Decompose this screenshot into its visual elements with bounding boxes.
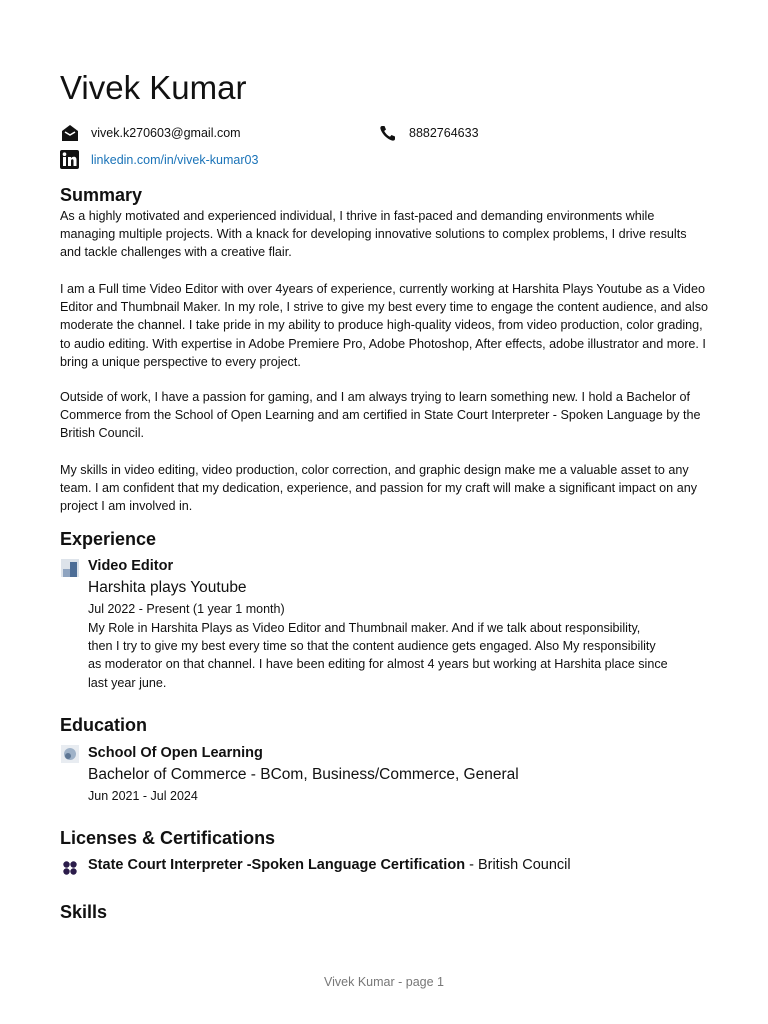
education-dates: Jun 2021 - Jul 2024 <box>88 789 198 803</box>
summary-paragraph-2: I am a Full time Video Editor with over 4years of experience, currently working at Harshita Plays Youtube as a Video Editor and Thumbnail Maker. In my role, I strive to give my best every time to engage the content audience, and also moderate the channel. I take pride in my ability to produce high-quality videos, from video production, color grading, to audio editing. With expertise in Adobe Premiere Pro, Adobe Photoshop, After effects, adobe illustrator and more. I bring a unique perspective to every project. <box>60 282 708 369</box>
envelope-open-icon <box>60 123 79 142</box>
school-name: School Of Open Learning <box>88 745 263 761</box>
linkedin-link[interactable]: linkedin.com/in/vivek-kumar03 <box>91 152 259 167</box>
candidate-name: Vivek Kumar <box>60 69 247 106</box>
certifications-heading: Licenses & Certifications <box>60 828 276 848</box>
job-title: Video Editor <box>88 558 174 574</box>
school-logo-icon <box>61 745 79 763</box>
email-contact <box>60 123 241 142</box>
job-company: Harshita plays Youtube <box>88 579 247 596</box>
job-description: My Role in Harshita Plays as Video Editor and Thumbnail maker. And if we talk about responsibility, then I try to give my best every time so that the content audience gets engaged. Also My responsibility as moderator on that channel. I have been editing for almost 4 years but working at Harshita place since last year june. <box>88 621 668 690</box>
education-heading: Education <box>60 715 148 735</box>
certification-issuer: - British Council <box>465 857 571 873</box>
email-text: vivek.k270603@gmail.com <box>91 125 241 140</box>
job-dates: Jul 2022 - Present (1 year 1 month) <box>88 602 285 616</box>
phone-text: 8882764633 <box>409 125 479 140</box>
summary-heading: Summary <box>60 185 143 205</box>
skills-heading: Skills <box>60 902 108 922</box>
certification-name: State Court Interpreter -Spoken Language Certification <box>88 857 466 873</box>
phone-contact <box>378 123 479 142</box>
degree-name: Bachelor of Commerce - BCom, Business/Commerce, General <box>88 766 519 783</box>
company-logo-icon <box>61 559 79 577</box>
linkedin-contact[interactable] <box>60 150 258 169</box>
page-footer: Vivek Kumar - page 1 <box>324 975 444 989</box>
experience-heading: Experience <box>60 529 157 549</box>
certification-logo-icon <box>61 859 79 877</box>
summary-paragraph-4: My skills in video editing, video production, color correction, and graphic design make me a valuable asset to any team. I am confident that my dedication, experience, and passion for my craft will make a significant impact on any project I am involved in. <box>60 463 697 514</box>
linkedin-icon <box>60 150 79 169</box>
summary-paragraph-3: Outside of work, I have a passion for gaming, and I am always trying to learn something new. I hold a Bachelor of Commerce from the School of Open Learning and am certified in State Court Interpreter - Spoken Language by the British Council. <box>60 390 701 441</box>
certification-item <box>88 856 571 874</box>
phone-icon <box>378 123 397 142</box>
summary-paragraph-1: As a highly motivated and experienced individual, I thrive in fast-paced and demanding environments while managing multiple projects. With a knack for developing innovative solutions to complex problems, I drive results and tackle challenges with a creative flair. <box>60 209 687 260</box>
